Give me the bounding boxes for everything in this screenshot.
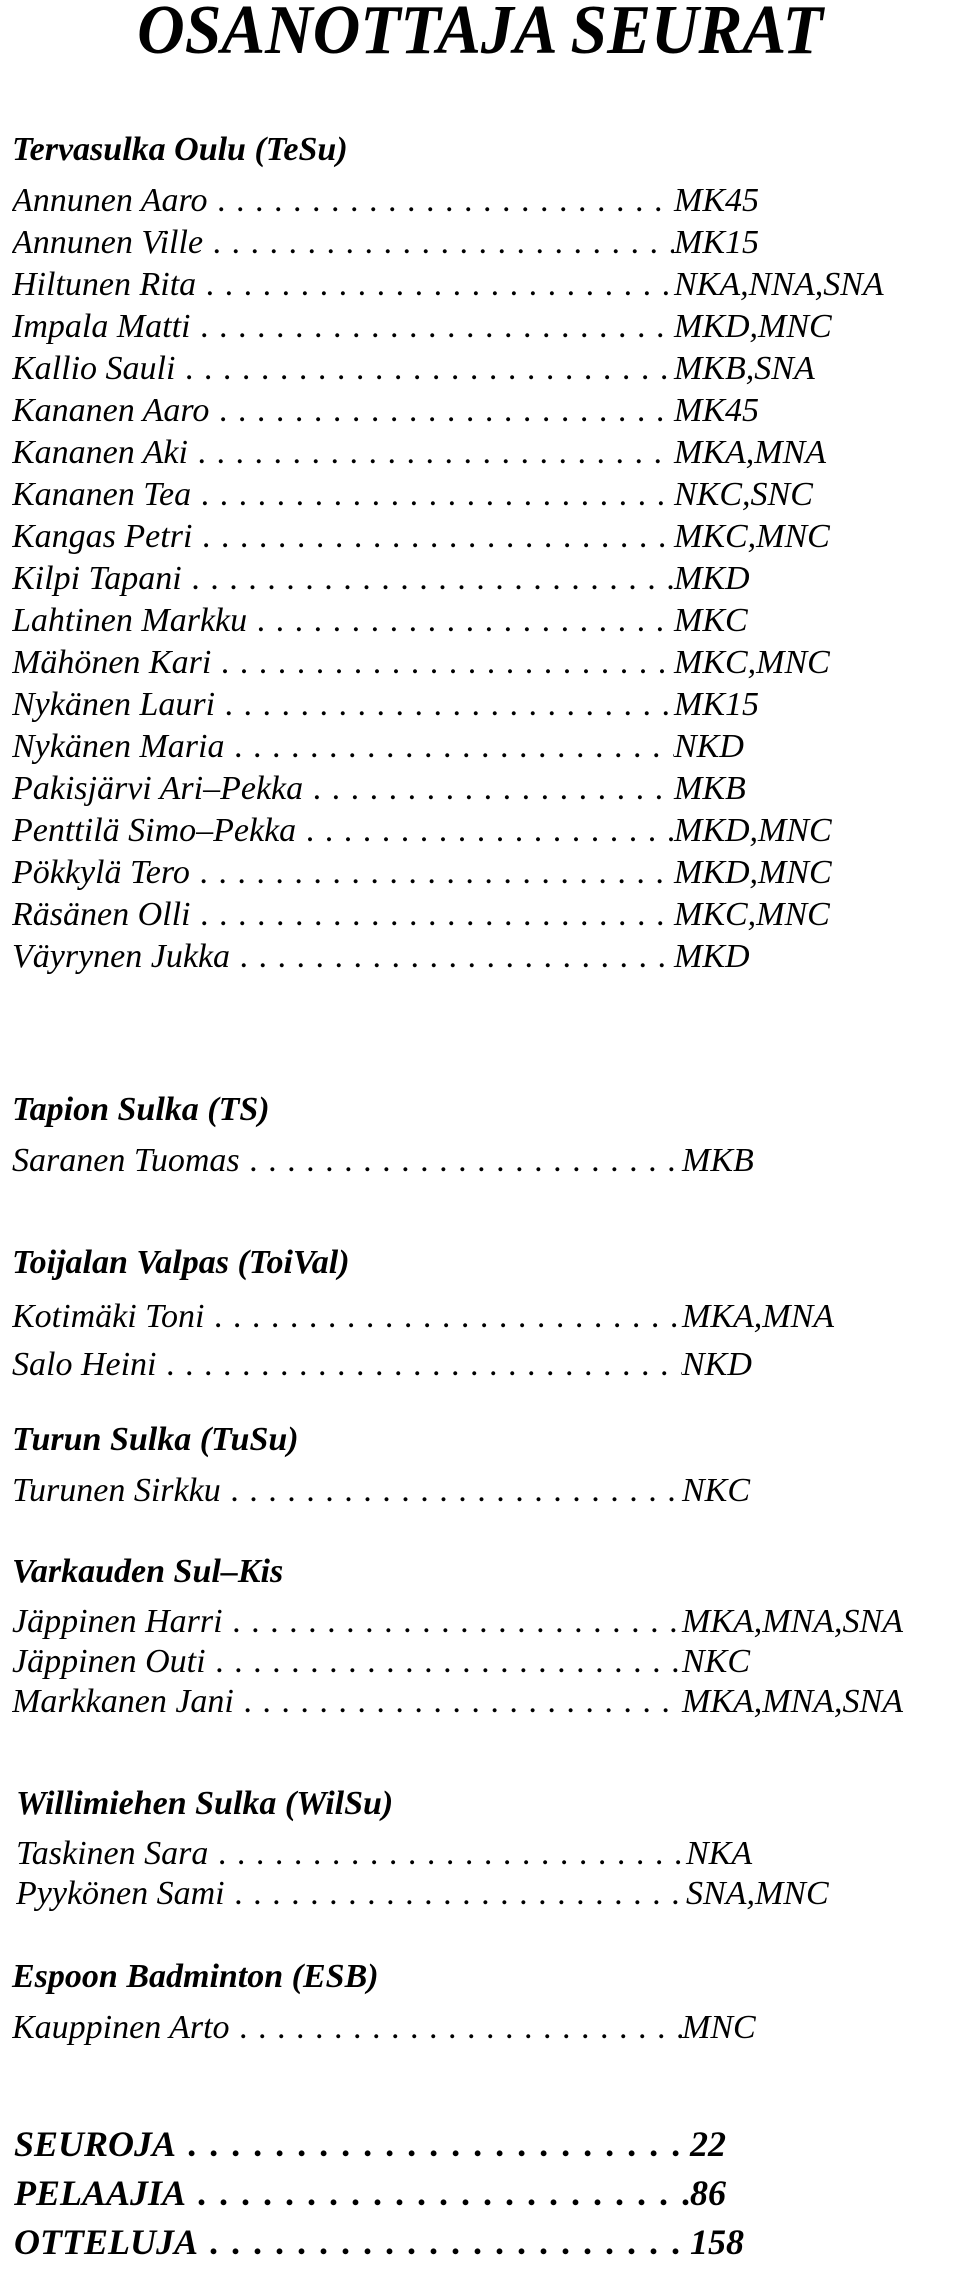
player-name: Jäppinen Harri . . . [12, 1602, 682, 1642]
player-row [16, 1874, 952, 1914]
player-row [12, 558, 948, 600]
player-classes: MKA,MNA,SNA [682, 1683, 903, 1720]
total-value: 158 [690, 2222, 744, 2262]
player-classes: MKA,MNA [674, 434, 827, 471]
player-row [12, 390, 948, 432]
player-row [16, 1834, 952, 1874]
club-section [12, 1550, 948, 1722]
player-row [12, 264, 948, 306]
player-row [12, 474, 948, 516]
player-row [12, 222, 948, 264]
player-row [12, 852, 948, 894]
player-row [12, 894, 948, 936]
total-row [14, 2120, 944, 2169]
player-row [12, 600, 948, 642]
club-section [12, 1241, 948, 1389]
player-classes: MK15 [674, 686, 759, 723]
player-row [12, 516, 948, 558]
player-name: Penttilä Simo–Pekka . . . [12, 810, 674, 852]
total-label: SEUROJA . . . [14, 2120, 690, 2169]
player-classes: MKD,MNC [674, 854, 832, 891]
player-name: Annunen Aaro . . . [12, 180, 674, 222]
player-row [12, 810, 948, 852]
player-name: Kotimäki Toni . . . [12, 1293, 682, 1341]
player-name: Lahtinen Markku . . . [12, 600, 674, 642]
player-row [12, 348, 948, 390]
player-classes: MKC,MNC [674, 644, 830, 681]
player-classes: MKD,MNC [674, 812, 832, 849]
player-classes: MK45 [674, 392, 759, 429]
player-name: Kallio Sauli . . . [12, 348, 674, 390]
player-name: Mähönen Kari . . . [12, 642, 674, 684]
club-name: Tapion Sulka (TS) [12, 1091, 270, 1128]
player-row [12, 684, 948, 726]
player-classes: SNA,MNC [686, 1875, 829, 1912]
player-name: Pakisjärvi Ari–Pekka . . . [12, 768, 674, 810]
club-name: Espoon Badminton (ESB) [12, 1958, 379, 1995]
total-value: 86 [690, 2173, 726, 2213]
player-name: Pökkylä Tero . . . [12, 852, 674, 894]
player-name: Hiltunen Rita . . . [12, 264, 674, 306]
club-section [12, 1955, 948, 2049]
player-row [12, 1642, 948, 1682]
player-row [12, 306, 948, 348]
player-classes: MKC [674, 602, 748, 639]
total-label: OTTELUJA . . . [14, 2218, 690, 2267]
club-name: Turun Sulka (TuSu) [12, 1421, 299, 1458]
player-row [12, 1293, 948, 1341]
player-name: Kananen Tea . . . [12, 474, 674, 516]
player-row [12, 1140, 948, 1182]
player-classes: MKA,MNA,SNA [682, 1603, 903, 1640]
player-row [12, 936, 948, 978]
player-name: Väyrynen Jukka . . . [12, 936, 674, 978]
club-name: Willimiehen Sulka (WilSu) [16, 1785, 394, 1822]
player-row [12, 768, 948, 810]
player-name: Kananen Aaro . . . [12, 390, 674, 432]
player-row [12, 1341, 948, 1389]
player-name: Turunen Sirkku . . . [12, 1470, 682, 1512]
player-classes: NKA,NNA,SNA [674, 266, 884, 303]
player-classes: MKD [674, 560, 750, 597]
player-classes: MK15 [674, 224, 759, 261]
club-section [12, 128, 948, 978]
player-name: Räsänen Olli . . . [12, 894, 674, 936]
club-section [16, 1782, 952, 1914]
total-label: PELAAJIA . . . [14, 2169, 690, 2218]
player-row [12, 1682, 948, 1722]
player-classes: MKC,MNC [674, 896, 830, 933]
player-classes: MKB [674, 770, 746, 807]
player-name: Kilpi Tapani . . . [12, 558, 674, 600]
player-row [12, 1470, 948, 1512]
player-classes: NKD [682, 1346, 752, 1383]
total-row [14, 2169, 944, 2218]
club-name: Varkauden Sul–Kis [12, 1553, 284, 1590]
player-name: Kangas Petri . . . [12, 516, 674, 558]
player-row [12, 2007, 948, 2049]
player-classes: MKD [674, 938, 750, 975]
player-name: Nykänen Lauri . . . [12, 684, 674, 726]
player-classes: MNC [682, 2009, 756, 2046]
player-name: Kananen Aki . . . [12, 432, 674, 474]
player-name: Saranen Tuomas . . . [12, 1140, 682, 1182]
player-name: Markkanen Jani . . . [12, 1682, 682, 1722]
player-classes: MKC,MNC [674, 518, 830, 555]
totals-section [14, 2120, 944, 2267]
club-name: Tervasulka Oulu (TeSu) [12, 131, 348, 168]
player-classes: NKD [674, 728, 744, 765]
club-name: Toijalan Valpas (ToiVal) [12, 1244, 350, 1281]
player-row [12, 1602, 948, 1642]
player-name: Impala Matti . . . [12, 306, 674, 348]
player-name: Kauppinen Arto . . . [12, 2007, 682, 2049]
player-classes: MKD,MNC [674, 308, 832, 345]
player-name: Nykänen Maria . . . [12, 726, 674, 768]
player-name: Taskinen Sara . . . [16, 1834, 686, 1874]
club-section [12, 1418, 948, 1512]
player-classes: NKC,SNC [674, 476, 813, 513]
player-classes: MKB [682, 1142, 754, 1179]
player-name: Salo Heini . . . [12, 1341, 682, 1389]
player-classes: NKC [682, 1472, 751, 1509]
club-section [12, 1088, 948, 1182]
player-classes: MKB,SNA [674, 350, 815, 387]
player-row [12, 642, 948, 684]
player-classes: MKA,MNA [682, 1298, 835, 1335]
player-row [12, 726, 948, 768]
player-name: Pyykönen Sami . . . [16, 1874, 686, 1914]
player-row [12, 432, 948, 474]
player-row [12, 180, 948, 222]
player-name: Annunen Ville . . . [12, 222, 674, 264]
player-classes: MK45 [674, 182, 759, 219]
player-name: Jäppinen Outi . . . [12, 1642, 682, 1682]
player-classes: NKC [682, 1643, 751, 1680]
page-title: OSANOTTAJA SEURAT [137, 0, 823, 69]
total-row [14, 2218, 944, 2267]
player-classes: NKA [686, 1835, 753, 1872]
total-value: 22 [690, 2124, 726, 2164]
